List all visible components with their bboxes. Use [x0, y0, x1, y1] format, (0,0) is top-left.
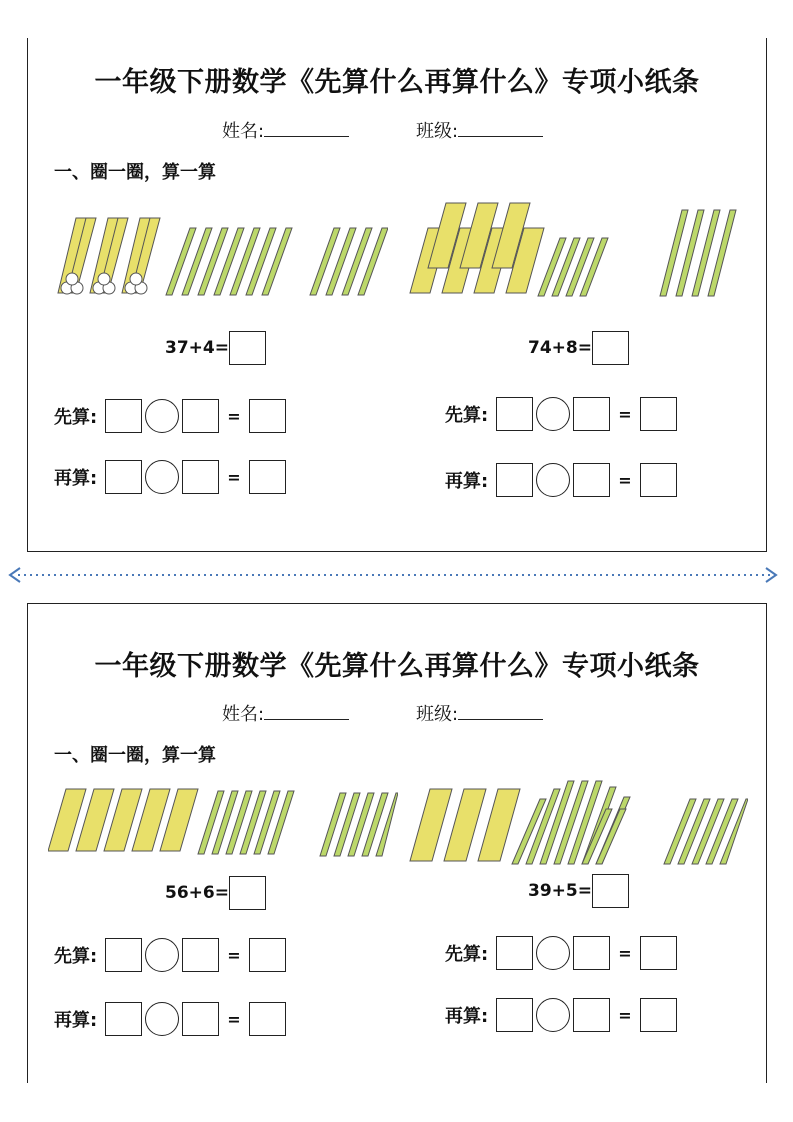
class-field [416, 700, 543, 726]
second-step-row-left [54, 460, 286, 494]
problem-3 [165, 876, 266, 910]
bundle-group [410, 789, 520, 861]
problem-expression: 74+8= [528, 338, 592, 358]
first-step-label: 先算: [445, 944, 489, 965]
operand-box[interactable] [496, 998, 533, 1032]
operator-circle[interactable] [145, 938, 179, 972]
bundle-group [48, 789, 198, 851]
operand-box[interactable] [105, 399, 142, 433]
class-field [416, 117, 543, 143]
equals-sign: = [618, 943, 632, 963]
first-step-row-right [445, 397, 677, 431]
operand-box[interactable] [182, 938, 219, 972]
problem-4 [528, 874, 629, 908]
result-box[interactable] [640, 463, 677, 497]
problem-2 [528, 331, 629, 365]
second-step-label: 再算: [445, 471, 489, 492]
second-step-row-right [445, 998, 677, 1032]
class-label: 班级: [416, 704, 459, 725]
operand-box[interactable] [573, 397, 610, 431]
second-step-label: 再算: [54, 1010, 98, 1031]
ten-stick-bundle [58, 218, 96, 294]
name-field [222, 700, 349, 726]
operator-circle[interactable] [536, 936, 570, 970]
single-sticks [198, 791, 398, 856]
single-sticks [166, 228, 388, 295]
first-step-row-right [445, 936, 677, 970]
result-box[interactable] [640, 397, 677, 431]
equals-sign: = [227, 945, 241, 965]
operand-box[interactable] [105, 460, 142, 494]
name-field [222, 117, 349, 143]
answer-box[interactable] [592, 874, 629, 908]
sticks-picture-39-plus-5 [408, 769, 748, 869]
result-box[interactable] [249, 399, 286, 433]
problem-expression: 39+5= [528, 881, 592, 901]
page-title: 一年级下册数学《先算什么再算什么》专项小纸条 [94, 651, 700, 682]
class-label: 班级: [416, 121, 459, 142]
operator-circle[interactable] [145, 460, 179, 494]
equals-sign: = [227, 467, 241, 487]
operand-box[interactable] [573, 998, 610, 1032]
cut-line-divider [0, 565, 793, 585]
first-step-row-left [54, 399, 286, 433]
answer-box[interactable] [229, 331, 266, 365]
operator-circle[interactable] [145, 1002, 179, 1036]
class-blank[interactable] [458, 120, 543, 137]
first-step-row-left [54, 938, 286, 972]
operand-box[interactable] [182, 460, 219, 494]
name-blank[interactable] [264, 120, 349, 137]
operand-box[interactable] [573, 936, 610, 970]
name-blank[interactable] [264, 703, 349, 720]
second-step-row-left [54, 1002, 286, 1036]
operand-box[interactable] [105, 1002, 142, 1036]
result-box[interactable] [640, 998, 677, 1032]
first-step-label: 先算: [54, 946, 98, 967]
sticks-picture-56-plus-6 [48, 779, 398, 864]
second-step-label: 再算: [445, 1006, 489, 1027]
first-step-label: 先算: [54, 407, 98, 428]
first-step-label: 先算: [445, 405, 489, 426]
equals-sign: = [227, 406, 241, 426]
answer-box[interactable] [592, 331, 629, 365]
result-box[interactable] [640, 936, 677, 970]
equals-sign: = [618, 470, 632, 490]
answer-box[interactable] [229, 876, 266, 910]
operand-box[interactable] [182, 399, 219, 433]
section-heading: 一、圈一圈，算一算 [54, 745, 216, 766]
operand-box[interactable] [496, 397, 533, 431]
operator-circle[interactable] [536, 397, 570, 431]
problem-1 [165, 331, 266, 365]
sticks-picture-74-plus-8 [408, 198, 748, 308]
operator-circle[interactable] [536, 463, 570, 497]
name-label: 姓名: [222, 704, 265, 725]
equals-sign: = [618, 404, 632, 424]
result-box[interactable] [249, 460, 286, 494]
section-heading: 一、圈一圈，算一算 [54, 162, 216, 183]
equals-sign: = [227, 1009, 241, 1029]
problem-expression: 56+6= [165, 883, 229, 903]
worksheet-strip-1 [27, 38, 767, 552]
operand-box[interactable] [496, 463, 533, 497]
single-sticks [538, 210, 736, 296]
result-box[interactable] [249, 1002, 286, 1036]
second-step-label: 再算: [54, 468, 98, 489]
ten-stick-bundle [122, 218, 160, 294]
operator-circle[interactable] [145, 399, 179, 433]
bundle-group [410, 203, 544, 293]
operator-circle[interactable] [536, 998, 570, 1032]
operand-box[interactable] [496, 936, 533, 970]
bundle-group [58, 218, 160, 294]
second-step-row-right [445, 463, 677, 497]
result-box[interactable] [249, 938, 286, 972]
class-blank[interactable] [458, 703, 543, 720]
worksheet-strip-2 [27, 603, 767, 1083]
sticks-picture-37-plus-4 [48, 198, 388, 308]
ten-stick-bundle [90, 218, 128, 294]
operand-box[interactable] [573, 463, 610, 497]
operand-box[interactable] [105, 938, 142, 972]
single-sticks [512, 781, 748, 864]
page-title: 一年级下册数学《先算什么再算什么》专项小纸条 [94, 67, 700, 98]
name-label: 姓名: [222, 121, 265, 142]
problem-expression: 37+4= [165, 338, 229, 358]
operand-box[interactable] [182, 1002, 219, 1036]
equals-sign: = [618, 1005, 632, 1025]
